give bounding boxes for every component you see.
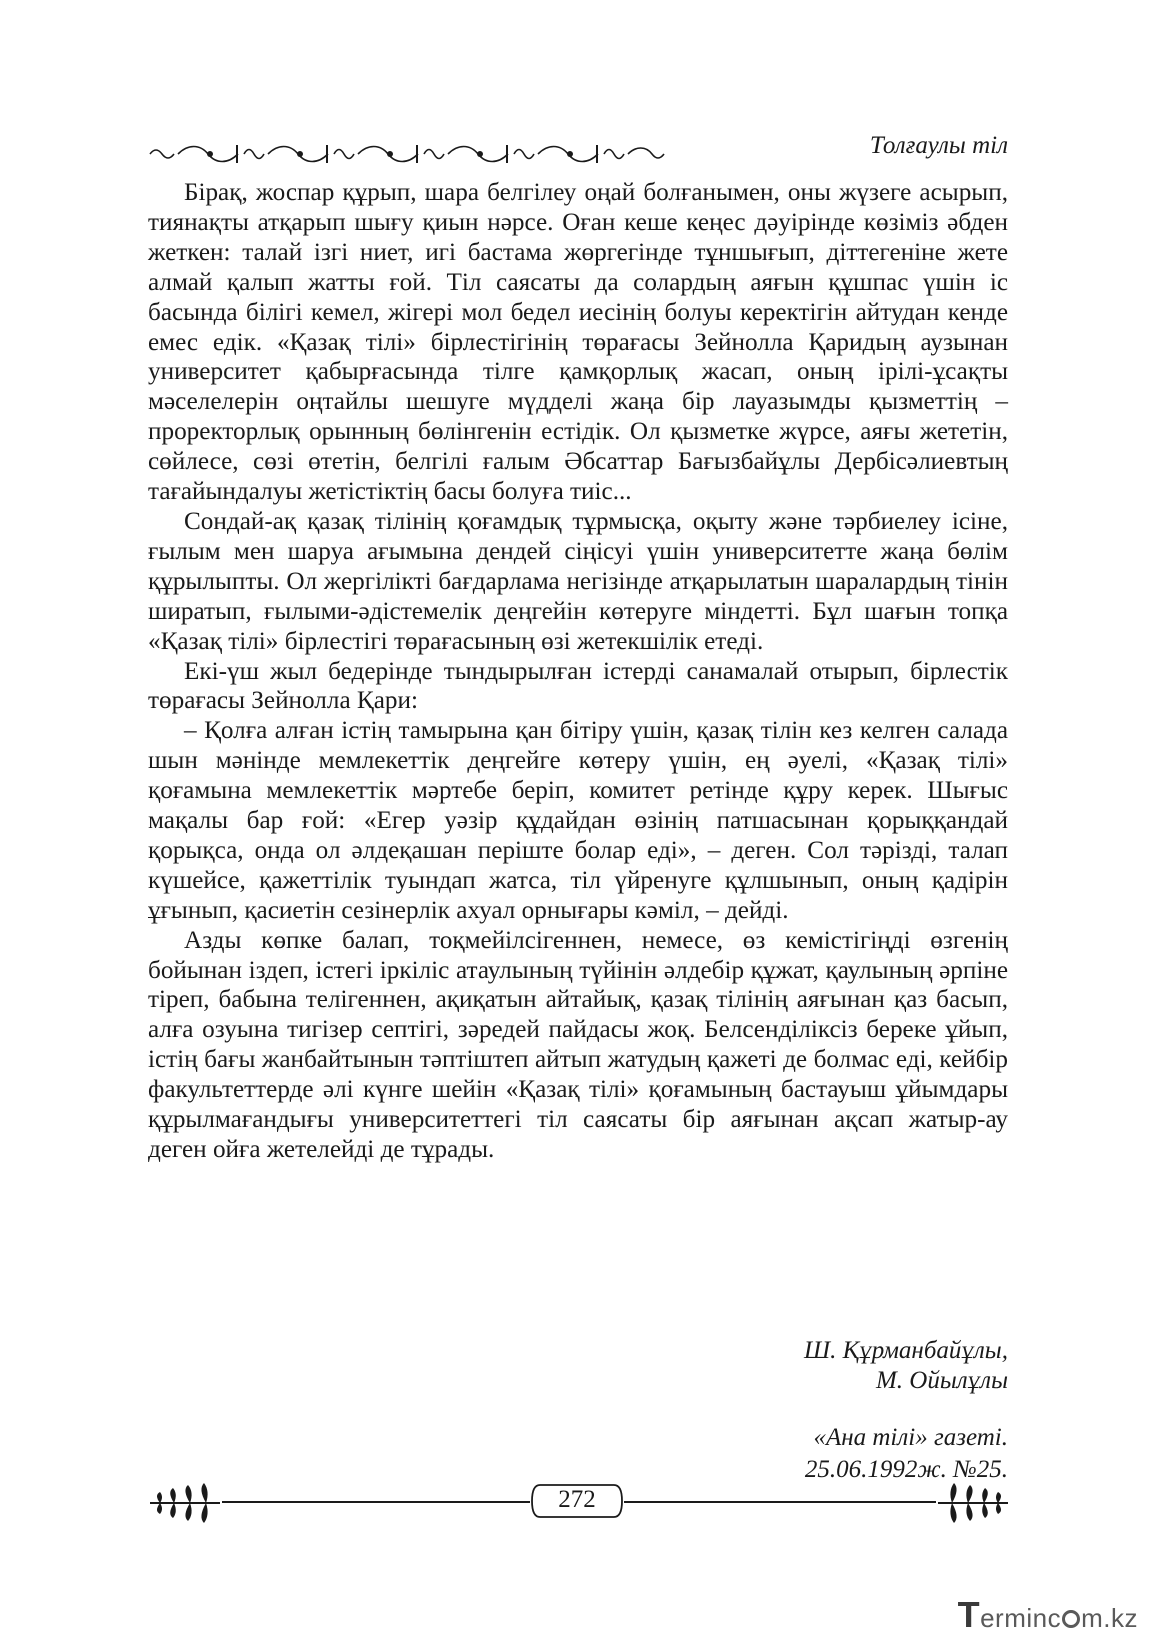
footer-rule-right xyxy=(624,1501,936,1503)
author-signature xyxy=(804,1336,1008,1396)
watermark-tail: m.kz xyxy=(1081,1603,1138,1633)
leaf-sprig-ornament-icon xyxy=(936,1481,1010,1523)
author-line-1: Ш. Құрманбайұлы, xyxy=(804,1337,1008,1364)
page-number: 272 xyxy=(558,1486,596,1513)
watermark-initial: T xyxy=(957,1594,981,1635)
decorative-scroll-border-icon xyxy=(148,140,668,166)
paragraph: Сондай-ақ қазақ тілінің қоғамдық тұрмысқа, оқыту және тәрбиелеу ісіне, ғылым мен шаруа ағымына дендей сіңісуі үшін университетте жаңа бөлім құрылыпты. Ол жергілікті бағдарлама негізінде атқарылатын шаралардың тінін ширатып, ғылыми-әдістемелік деңгейін көтеруге міндетті. Бұл шағын топқа «Қазақ тілі» бірлестігі төрағасының өзі жетекшілік етеді. xyxy=(148,507,1008,655)
paragraph: Екі-үш жыл бедерінде тындырылған істерді санамалай отырып, бірлестік төрағасы Зейнолла Қари: xyxy=(148,657,1008,715)
paragraph: Бірақ, жоспар құрып, шара белгілеу оңай болғанымен, оны жүзеге асырып, тиянақты атқарып шығу қиын нәрсе. Оған кеше кеңес дәуірінде көзіміз әбден жеткен: талай ізгі ниет, игі бастама жөргегінде тұншығып, діттегеніне жете алмай қалып жатты ғой. Тіл саясаты да солардың аяғын құшпас үшін іс басында білігі кемел, жігері мол бедел иесінің болуы керектігін айтудан кенде емес едік. «Қазақ тілі» бірлестігінің төрағасы Зейнолла Қаридың аузынан университет қабырғасында тілге қамқорлық жасап, оның ірілі-ұсақты мәселелерін оңтайлы шешуге мүдделі жаңа бір лауазымды қызметтің – проректорлық орынның бөлінгенін естідік. Ол қызметке жүрсе, аяғы жететін, сөйлесе, сөзі өтетін, белгілі ғалым Әбсаттар Бағызбайұлы Дербісәлиевтың тағайындалуы жетістіктің басы болуға тиіс... xyxy=(148,179,1008,506)
running-title: Толғаулы тіл xyxy=(869,132,1008,159)
footer-rule-left xyxy=(222,1501,530,1503)
watermark-text: erminc xyxy=(980,1603,1062,1633)
page-footer xyxy=(148,1477,1010,1527)
author-line-2: М. Ойылұлы xyxy=(875,1367,1008,1394)
watermark-logo xyxy=(958,1594,1138,1636)
leaf-sprig-ornament-icon xyxy=(148,1481,222,1523)
paragraph: Азды көпке балап, тоқмейілсігеннен, немесе, өз кемістігіңді өзгенің бойынан іздеп, істегі іркіліс атаулының түйінін әлдебір құжат, қаулының әрпіне тіреп, бабына телігеннен, ақиқатын айтайық, қазақ тілінің аяғынан қаз басып, алға озуына тигізер септігі, зәредей пайдасы жоқ. Белсенділіксіз береке ұйып, істің бағы жанбайтынын тәптіштеп айтып жатудың қажеті де болмас еді, кейбір факультеттерде әлі күнге шейін «Қазақ тілі» қоғамының бастауыш ұйымдары құрылмағандығы университеттегі тіл саясаты бір аяғынан ақсап жатыр-ау деген ойға жетелейді де тұрады. xyxy=(148,926,1008,1163)
source-line-2: 25.06.1992ж. №25. xyxy=(804,1456,1008,1483)
circle-mark-icon xyxy=(1061,1609,1081,1629)
page-header xyxy=(148,128,1008,172)
source-line-1: «Ана тілі» газеті. xyxy=(813,1424,1008,1451)
paragraph: – Қолға алған істің тамырына қан бітіру үшін, қазақ тілін кез келген салада шын мәнінде мемлекеттік деңгейге көтеру үшін, ең әуелі, «Қазақ тілі» қоғамына мемлекеттік мәртебе беріп, комитет ретінде құру керек. Шығыс мақалы бар ғой: «Егер уәзір құдайдан өзінің патшасынан қорыққандай қорықса, онда ол әлдеқашан періште болар еді», – деген. Сол тәрізді, талап күшейсе, қажеттілік туындап жатса, тіл үйренуге құлшынып, оның қадірін ұғынып, қасиетін сезінерлік ахуал орнығары кәміл, – дейді. xyxy=(148,717,1008,924)
article-body xyxy=(148,178,1008,1165)
